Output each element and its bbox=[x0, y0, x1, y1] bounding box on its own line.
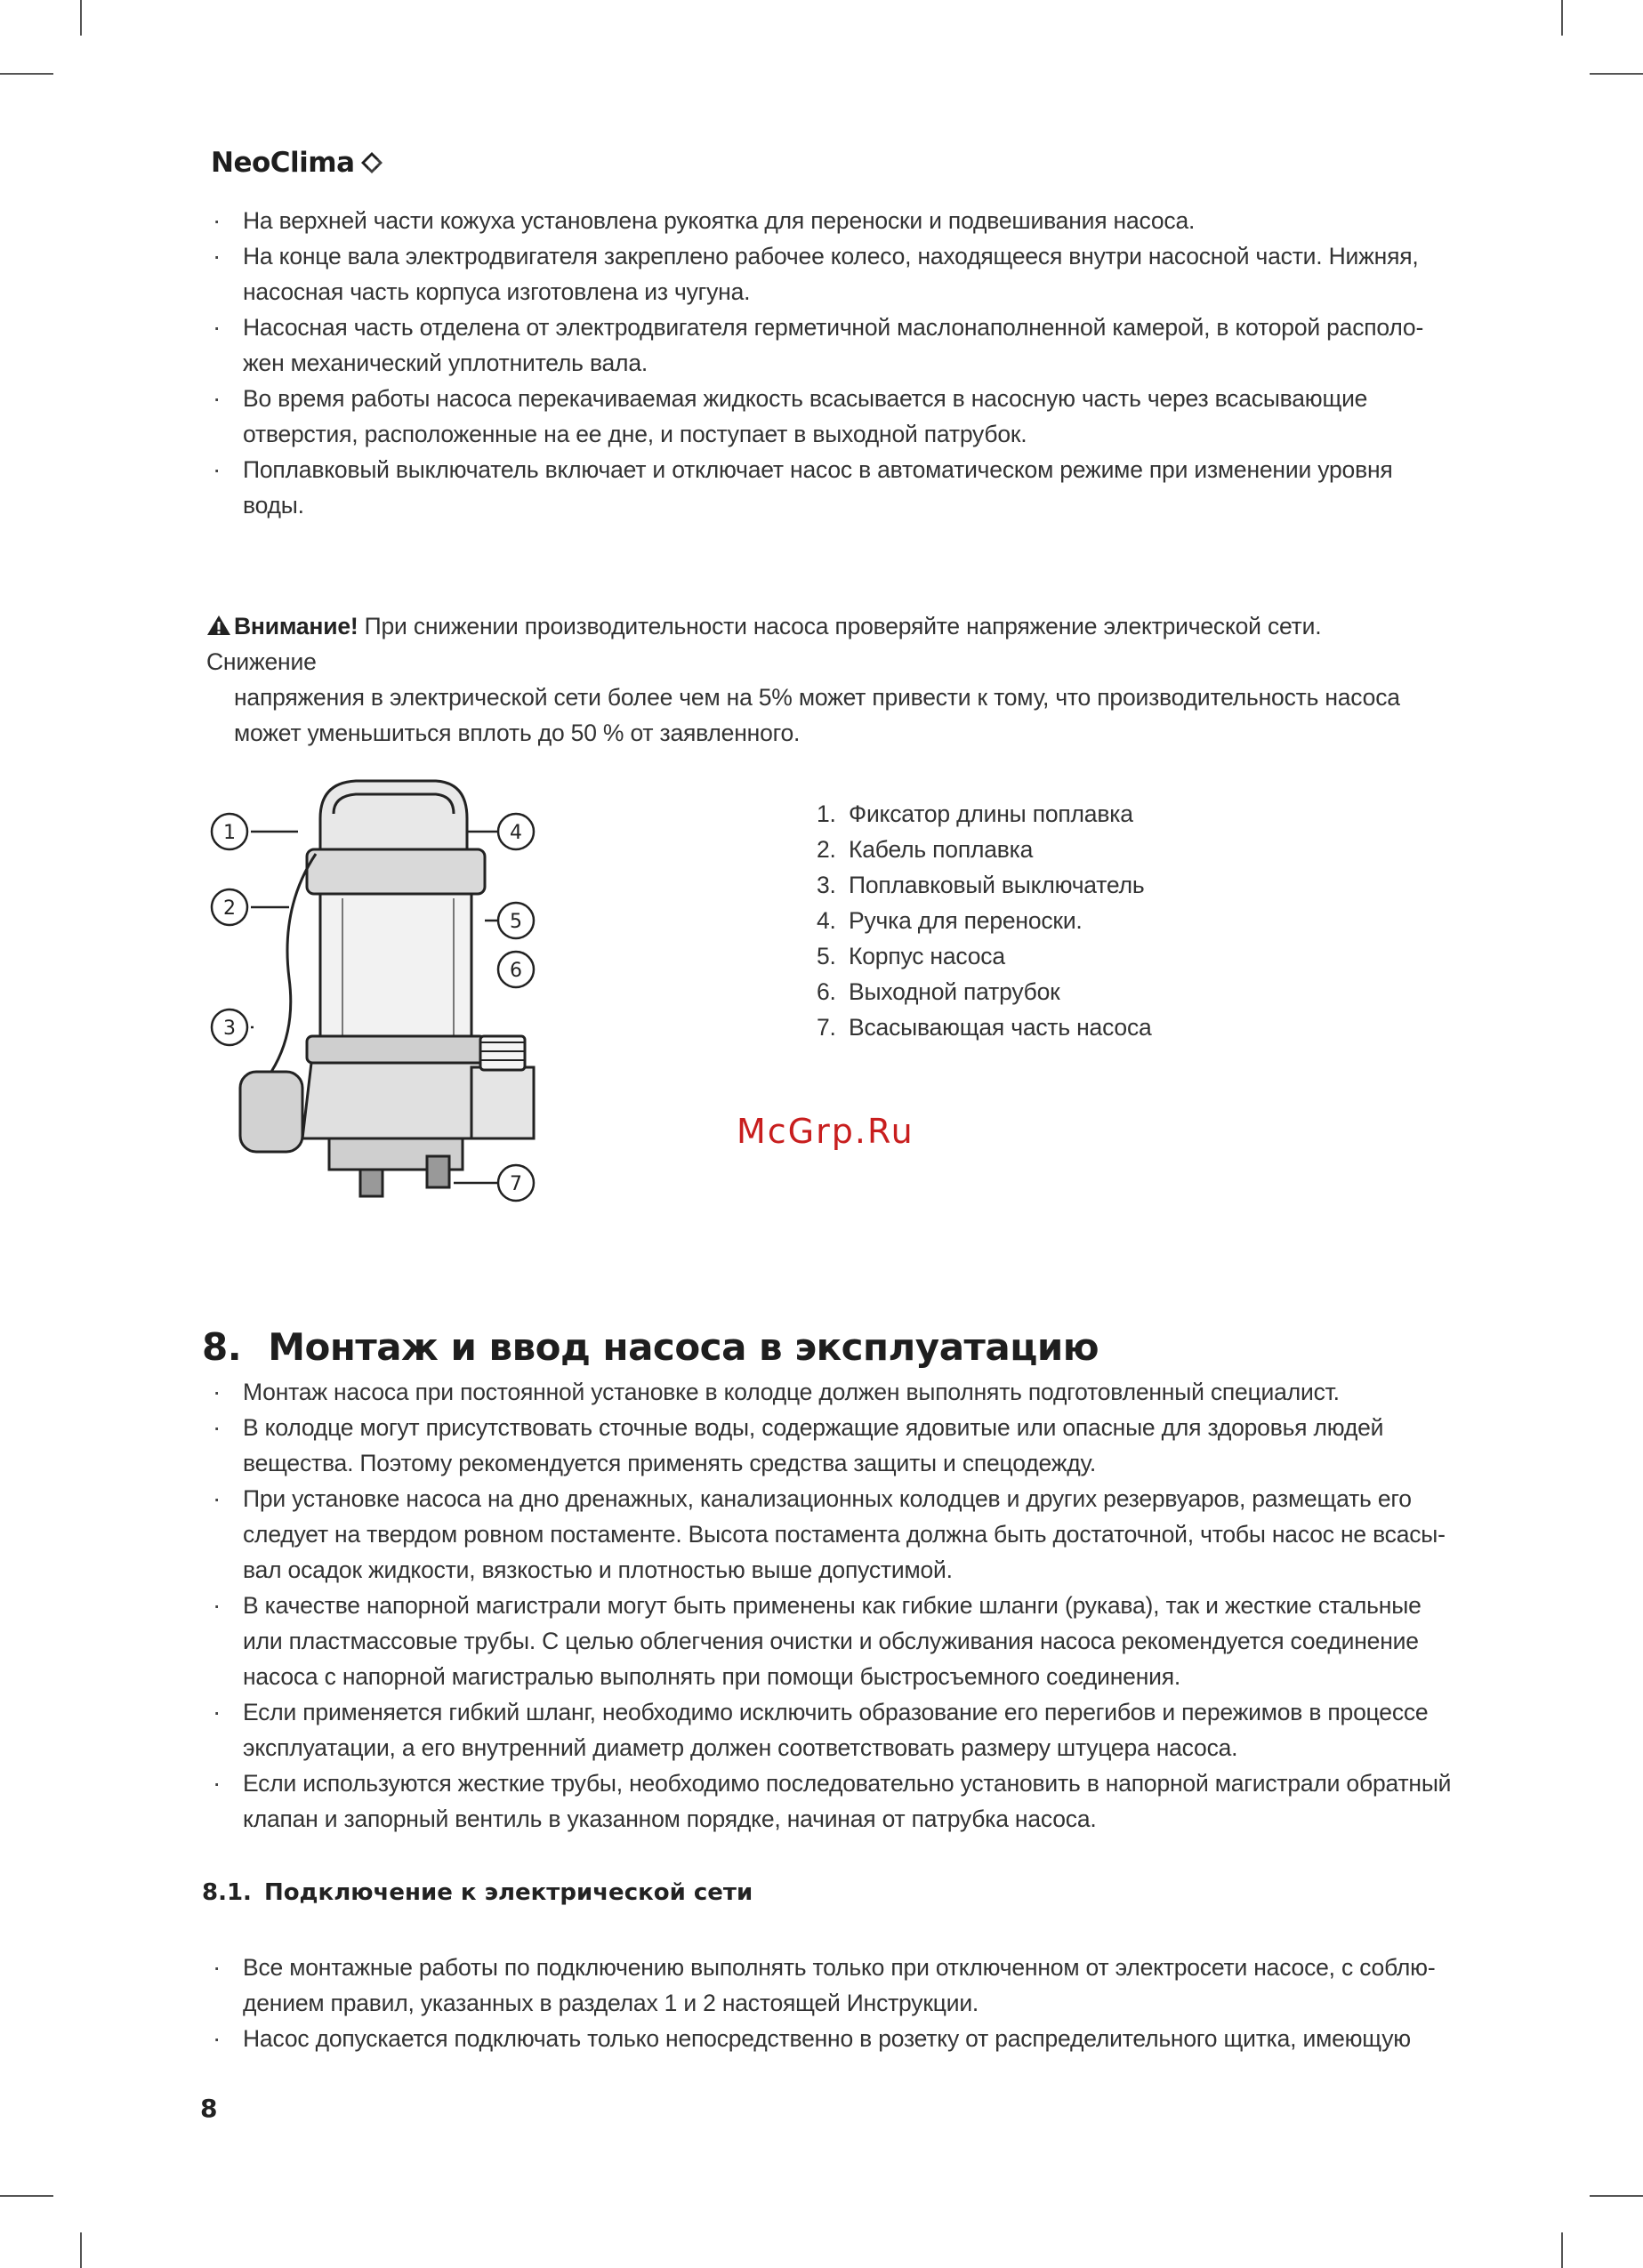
callout-5 bbox=[498, 903, 534, 938]
subsection-number: 8.1. bbox=[202, 1879, 252, 1906]
float-switch bbox=[240, 1072, 302, 1152]
warning-text-line: напряжения в электрической сети более чем на 5% может привести к тому, что производительность насоса bbox=[234, 684, 1400, 711]
crop-mark bbox=[1590, 2195, 1643, 2197]
section-heading bbox=[202, 1325, 1099, 1369]
pump-top-cap bbox=[307, 849, 485, 894]
pump-diagram bbox=[200, 765, 685, 1227]
svg-text:6: 6 bbox=[510, 960, 522, 982]
figure-legend bbox=[817, 796, 1152, 1045]
warning-triangle-icon bbox=[206, 615, 231, 636]
list-item: · Насосная часть отделена от электродвигателя герметичной маслонаполненной камерой, в которой располо-жен механический уплотнитель вала. bbox=[211, 310, 1456, 381]
watermark-text: McGrp.Ru bbox=[737, 1112, 914, 1151]
legend-item: 4. Ручка для переноски. bbox=[817, 907, 1083, 934]
legend-item: 1. Фиксатор длины поплавка bbox=[817, 800, 1133, 827]
warning-title: Внимание! bbox=[234, 613, 358, 639]
subsection-bullet-list bbox=[211, 1950, 1456, 2056]
svg-text:5: 5 bbox=[510, 911, 522, 933]
subsection-heading bbox=[202, 1879, 753, 1906]
legend-item: 6. Выходной патрубок bbox=[817, 978, 1060, 1005]
legend-item: 2. Кабель поплавка bbox=[817, 836, 1034, 863]
list-item: · Если применяется гибкий шланг, необходимо исключить образование его перегибов и пережимов в процессе эксплуатации, а его внутренний диаметр должен соответствовать размеру штуцера насоса. bbox=[211, 1694, 1456, 1765]
crop-mark bbox=[0, 73, 53, 75]
callout-3 bbox=[212, 1009, 247, 1045]
section-number: 8. bbox=[202, 1325, 242, 1369]
subsection-title: Подключение к электрической сети bbox=[263, 1879, 753, 1906]
list-item: · В качестве напорной магистрали могут быть применены как гибкие шланги (рукава), так и жесткие стальные или пластмассовые трубы. С целью облегчения очистки и обслуживания насоса рекомендуется соединение насоса с напорной магистралью выполнять при помощи быстросъемного соединения. bbox=[211, 1588, 1456, 1694]
crop-mark bbox=[1561, 2232, 1563, 2268]
section-bullet-list bbox=[211, 1374, 1456, 1837]
list-item: · На конце вала электродвигателя закреплено рабочее колесо, находящееся внутри насосной части. Нижняя, насосная часть корпуса изготовлена из чугуна. bbox=[211, 238, 1456, 310]
callout-1 bbox=[212, 814, 247, 849]
crop-mark bbox=[1590, 73, 1643, 75]
warning-note bbox=[206, 608, 1434, 751]
list-item: · При установке насоса на дно дренажных, канализационных колодцев и других резервуаров, размещать его следует на твердом ровном постаменте. Высота постамента должна быть достаточной, чтобы насос не всасы-вал осадок жидкости, вязкостью и плотностью выше допустимой. bbox=[211, 1481, 1456, 1588]
list-item: · Насос допускается подключать только непосредственно в розетку от распределительного щитка, имеющую bbox=[211, 2021, 1456, 2056]
svg-text:7: 7 bbox=[510, 1173, 522, 1195]
list-item: · Все монтажные работы по подключению выполнять только при отключенном от электросети насосе, с соблю-дением правил, указанных в разделах 1 и 2 настоящей Инструкции. bbox=[211, 1950, 1456, 2021]
callout-7 bbox=[498, 1165, 534, 1201]
list-item: · Поплавковый выключатель включает и отключает насос в автоматическом режиме при изменении уровня воды. bbox=[211, 452, 1456, 523]
callout-4 bbox=[498, 814, 534, 849]
list-item: · На верхней части кожуха установлена рукоятка для переноски и подвешивания насоса. bbox=[211, 203, 1456, 238]
list-item: · Монтаж насоса при постоянной установке в колодце должен выполнять подготовленный специалист. bbox=[211, 1374, 1456, 1410]
crop-mark bbox=[1561, 0, 1563, 36]
pump-handle bbox=[320, 781, 467, 849]
legend-item: 5. Корпус насоса bbox=[817, 943, 1005, 969]
crop-mark bbox=[0, 2195, 53, 2197]
callout-6 bbox=[498, 952, 534, 987]
legend-item: 7. Всасывающая часть насоса bbox=[817, 1014, 1152, 1041]
page-number: 8 bbox=[200, 2094, 218, 2123]
pump-outlet bbox=[471, 1067, 534, 1138]
crop-mark bbox=[80, 0, 82, 36]
warning-text-line: При снижении производительности насоса проверяйте напряжение электрической сети. Снижение bbox=[206, 613, 1322, 675]
svg-text:2: 2 bbox=[223, 897, 236, 920]
warning-text-line: может уменьшиться вплоть до 50 % от заявленного. bbox=[234, 720, 801, 746]
pump-suction-part bbox=[302, 1063, 494, 1138]
section-title: Монтаж и ввод насоса в эксплуатацию bbox=[268, 1325, 1099, 1369]
intro-bullet-list bbox=[211, 203, 1456, 523]
legend-item: 3. Поплавковый выключатель bbox=[817, 872, 1145, 898]
brand-arrows-icon bbox=[358, 149, 385, 176]
svg-text:3: 3 bbox=[223, 1017, 236, 1040]
crop-mark bbox=[80, 2232, 82, 2268]
svg-text:1: 1 bbox=[223, 822, 236, 844]
callout-2 bbox=[212, 889, 247, 925]
list-item: · В колодце могут присутствовать сточные воды, содержащие ядовитые или опасные для здоровья людей вещества. Поэтому рекомендуется применять средства защиты и спецодежду. bbox=[211, 1410, 1456, 1481]
brand-name: NeoClima bbox=[211, 147, 355, 179]
svg-text:4: 4 bbox=[510, 822, 522, 844]
list-item: · Если используются жесткие трубы, необходимо последовательно установить в напорной магистрали обратный клапан и запорный вентиль в указанном порядке, начиная от патрубка насоса. bbox=[211, 1765, 1456, 1837]
brand-logo bbox=[211, 147, 385, 179]
list-item: · Во время работы насоса перекачиваемая жидкость всасывается в насосную часть через всасывающие отверстия, расположенные на ее дне, и поступает в выходной патрубок. bbox=[211, 381, 1456, 452]
